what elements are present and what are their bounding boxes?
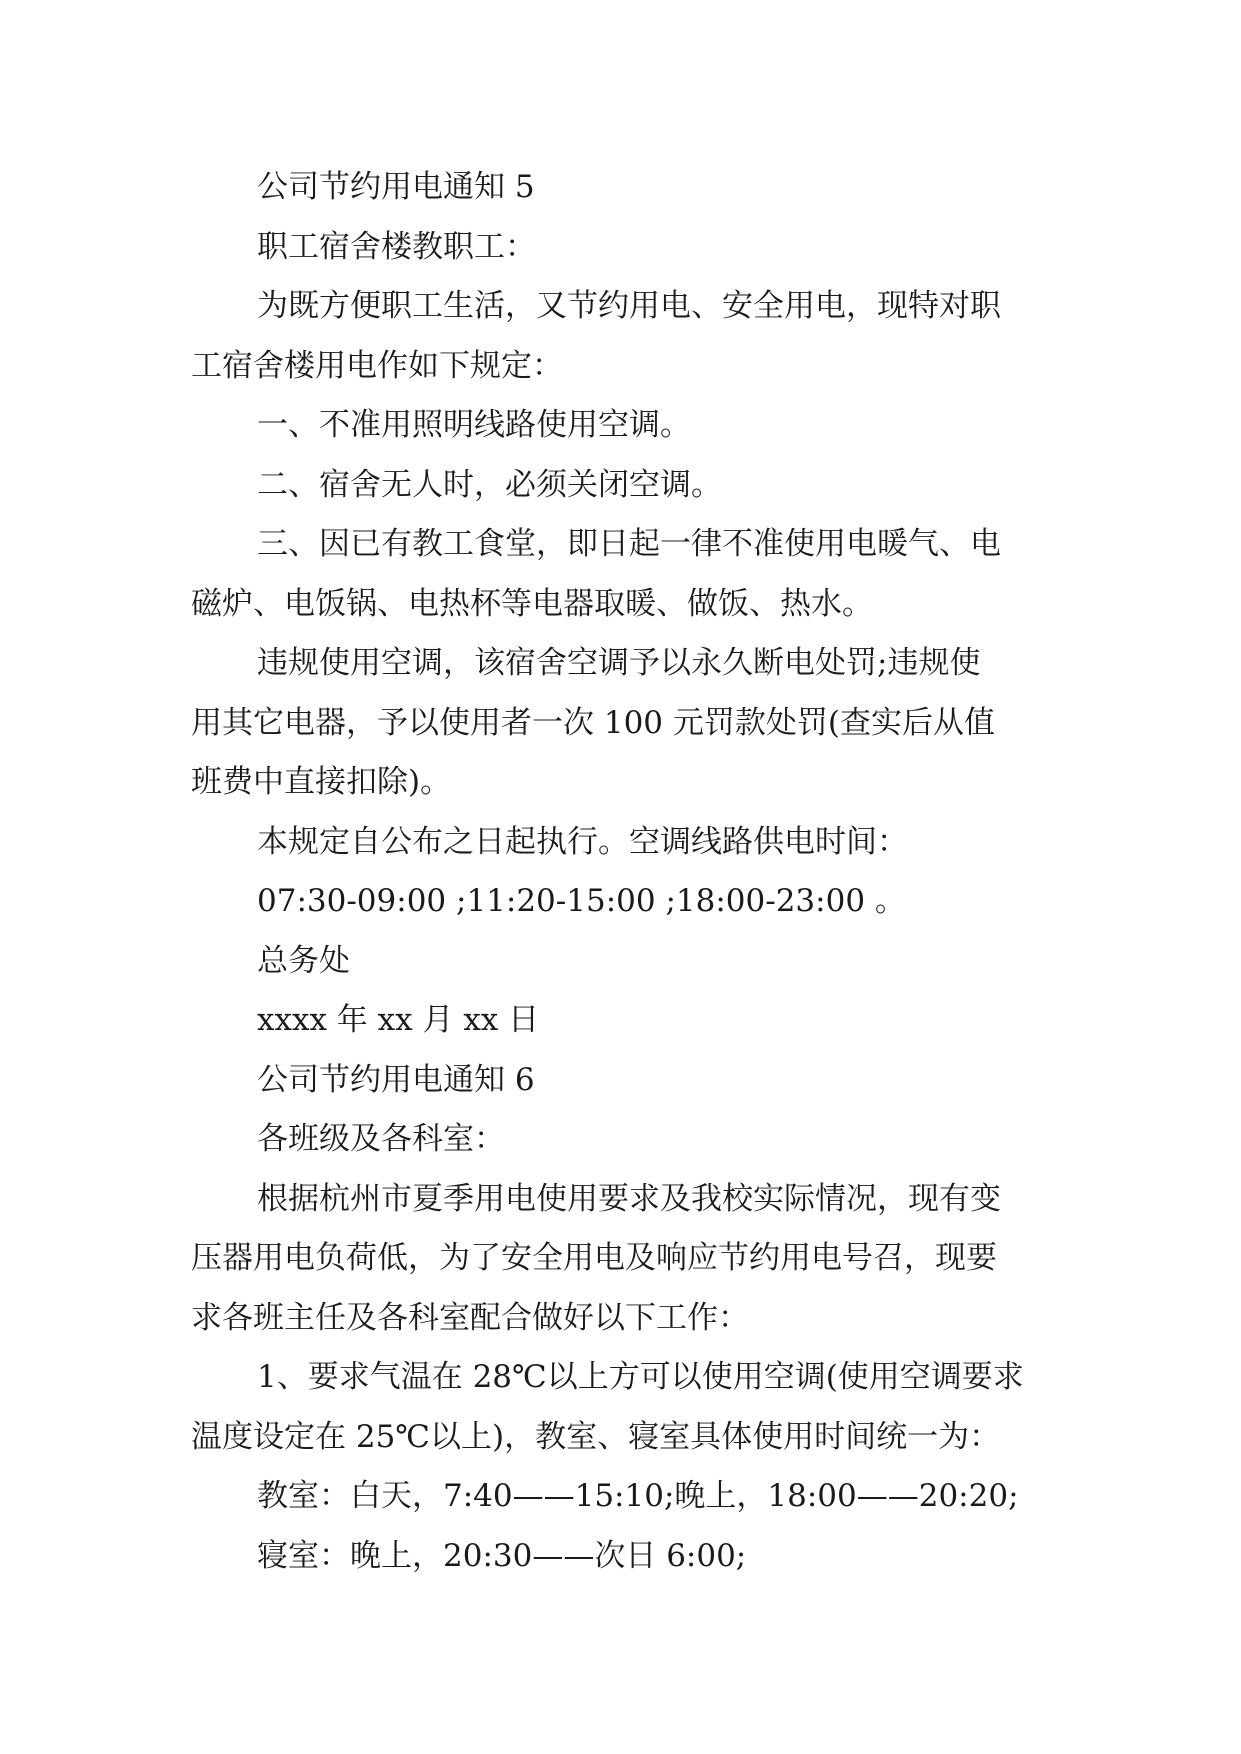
- notice-6-title: 公司节约用电通知 6: [257, 1061, 535, 1098]
- notice-5-intro-line-1: 为既方便职工生活，又节约用电、安全用电，现特对职: [257, 288, 1001, 324]
- notice-5-rule-2: 二、宿舍无人时，必须关闭空调。: [257, 466, 722, 503]
- notice-5-penalty-line-1: 违规使用空调，该宿舍空调予以永久断电处罚;违规使: [257, 645, 981, 681]
- document-body: [191, 158, 1051, 1586]
- notice-5-rule-3-line-1: 三、因已有教工食堂，即日起一律不准使用电暖气、电: [257, 526, 1001, 562]
- notice-6-dormitory-hours: 寝室：晚上，20:30——次日 6:00;: [257, 1537, 747, 1574]
- notice-6-classroom-hours: 教室：白天，7:40——15:10;晚上，18:00——20:20;: [257, 1478, 1019, 1514]
- notice-6-item-1-line-2: 温度设定在 25℃以上)，教室、寝室具体使用时间统一为：: [191, 1418, 1001, 1455]
- notice-5-rule-1: 一、不准用照明线路使用空调。: [257, 407, 691, 443]
- notice-5-intro-line-2: 工宿舍楼用电作如下规定：: [191, 347, 563, 384]
- notice-5-addressee: 职工宿舍楼教职工：: [257, 228, 536, 265]
- notice-6-addressee: 各班级及各科室：: [257, 1121, 505, 1157]
- notice-5-power-schedule: 07:30-09:00 ;11:20-15:00 ;18:00-23:00 。: [257, 883, 906, 919]
- notice-5-penalty-line-3: 班费中直接扣除)。: [191, 764, 452, 800]
- notice-5-date: xxxx 年 xx 月 xx 日: [257, 1002, 540, 1038]
- notice-5-penalty-line-2: 用其它电器，予以使用者一次 100 元罚款处罚(查实后从值: [191, 704, 995, 741]
- notice-5-title: 公司节约用电通知 5: [257, 169, 535, 205]
- notice-6-intro-line-3: 求各班主任及各科室配合做好以下工作：: [191, 1299, 749, 1336]
- notice-5-effective: 本规定自公布之日起执行。空调线路供电时间：: [257, 823, 908, 860]
- notice-5-rule-3-line-2: 磁炉、电饭锅、电热杯等电器取暖、做饭、热水。: [191, 585, 873, 622]
- notice-6-item-1-line-1: 1、要求气温在 28℃以上方可以使用空调(使用空调要求: [257, 1359, 1024, 1395]
- notice-5-signature: 总务处: [257, 942, 350, 979]
- notice-6-intro-line-1: 根据杭州市夏季用电使用要求及我校实际情况，现有变: [257, 1180, 1001, 1217]
- notice-6-intro-line-2: 压器用电负荷低，为了安全用电及响应节约用电号召，现要: [191, 1240, 997, 1276]
